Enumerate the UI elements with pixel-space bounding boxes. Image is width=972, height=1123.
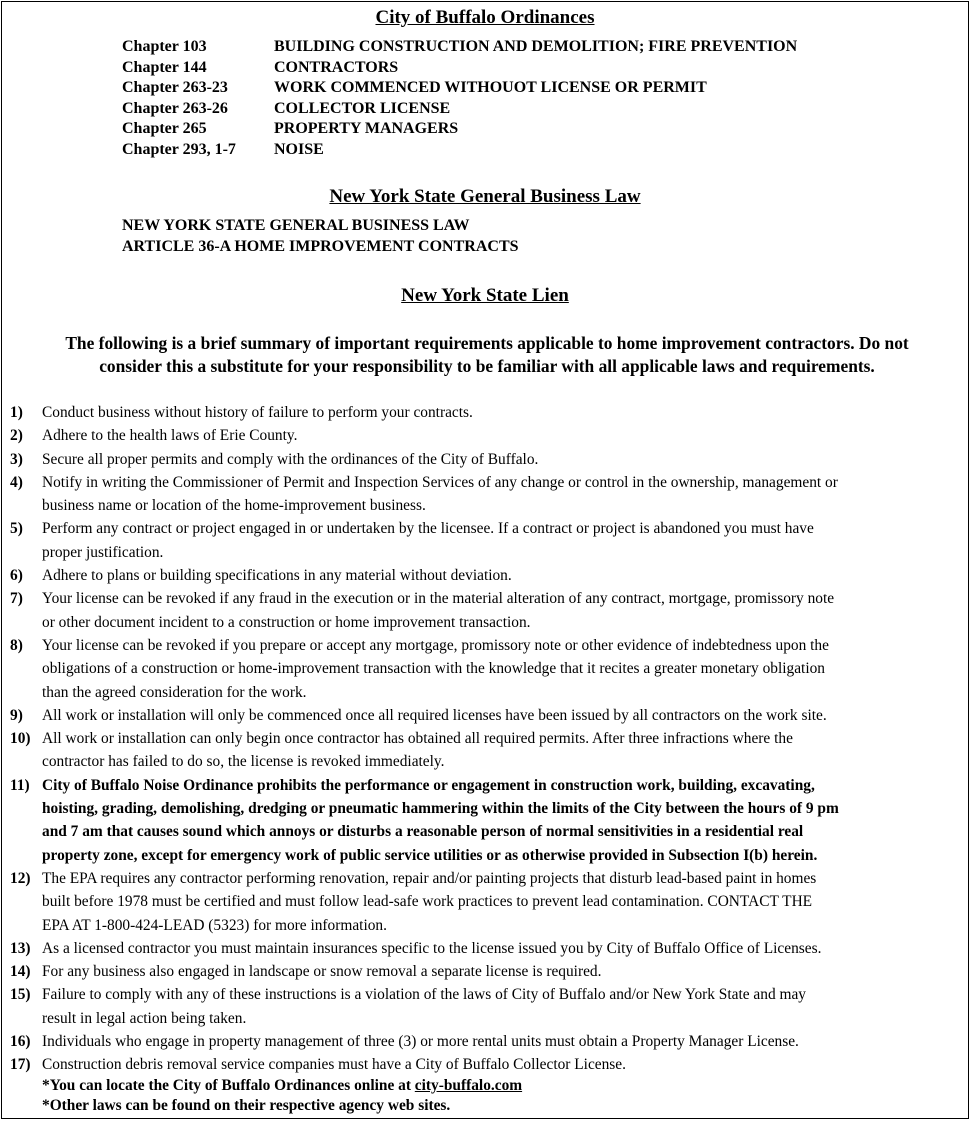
- requirement-line: Your license can be revoked if you prepare or accept any mortgage, promissory note or other evidence of indebtedness upon the: [42, 636, 829, 654]
- requirement-number: 11): [10, 776, 30, 794]
- requirement-number: 12): [10, 869, 31, 887]
- requirement-line: built before 1978 must be certified and must follow lead-safe work practices to prevent lead contamination. CONTACT THE: [42, 893, 813, 911]
- requirement-text: [42, 424, 962, 447]
- requirement-text: [42, 867, 962, 937]
- requirement-text: [42, 401, 962, 424]
- requirement-number: 4): [10, 473, 23, 491]
- requirement-line: result in legal action being taken.: [42, 1009, 247, 1027]
- requirement-item: [10, 564, 962, 587]
- ordinances-link[interactable]: city-buffalo.com: [414, 1077, 523, 1094]
- requirement-line: Construction debris removal service companies must have a City of Buffalo Collector License.: [42, 1056, 626, 1074]
- requirement-number: 10): [10, 730, 31, 748]
- requirement-line: Individuals who engage in property management of three (3) or more rental units must obtain a Property Manager License.: [42, 1033, 799, 1051]
- requirement-text: [42, 727, 962, 774]
- requirement-line: All work or installation can only begin once contractor has obtained all required permits. After three infractions where the: [42, 730, 793, 748]
- requirement-number: 15): [10, 986, 31, 1004]
- footer-line: *Other laws can be found on their respective agency web sites.: [42, 1097, 451, 1114]
- requirement-line: All work or installation will only be commenced once all required licenses have been issued by all contractors on the work site.: [42, 706, 827, 724]
- requirement-item: [10, 704, 962, 727]
- summary-line: The following is a brief summary of important requirements applicable to home improvement contractors. Do not: [65, 333, 909, 353]
- requirement-item: [10, 937, 962, 960]
- chapter-title: WORK COMMENCED WITHOUOT LICENSE OR PERMIT: [274, 79, 707, 96]
- requirement-item: [10, 727, 962, 774]
- requirement-text: [42, 448, 962, 471]
- requirement-line: and 7 am that causes sound which annoys or disturbs a reasonable person of normal sensitivities in a residential real: [42, 823, 804, 841]
- requirement-line: obligations of a construction or home-improvement transaction with the knowledge that it recites a greater monetary obligation: [42, 660, 825, 678]
- requirement-text: [42, 774, 962, 867]
- requirement-item: [10, 1030, 962, 1053]
- requirement-text: [42, 704, 962, 727]
- requirement-number: 17): [10, 1056, 31, 1074]
- requirement-line: Your license can be revoked if any fraud in the execution or in the material alteration of any contract, mortgage, promissory note: [42, 590, 835, 608]
- chapter-title: CONTRACTORS: [274, 58, 399, 76]
- chapter-number: Chapter 144: [122, 58, 207, 76]
- requirement-line: For any business also engaged in landscape or snow removal a separate license is required.: [42, 963, 602, 981]
- requirement-line: The EPA requires any contractor performing renovation, repair and/or painting projects that disturb lead-based paint in homes: [42, 869, 817, 887]
- requirement-number: 7): [10, 590, 23, 608]
- requirement-line: Perform any contract or project engaged in or undertaken by the licensee. If a contract or project is abandoned you must have: [42, 520, 814, 538]
- requirement-line: proper justification.: [42, 543, 164, 561]
- requirement-number: 14): [10, 963, 31, 981]
- requirement-text: [42, 960, 962, 983]
- requirement-line: Adhere to plans or building specifications in any material without deviation.: [42, 567, 512, 585]
- requirement-number: 1): [10, 404, 23, 421]
- requirement-line: City of Buffalo Noise Ordinance prohibits the performance or engagement in construction work, building, excavating,: [42, 776, 815, 794]
- requirement-number: 9): [10, 706, 23, 724]
- requirement-text: [42, 471, 962, 518]
- footer-prefix: *You can locate the City of Buffalo Ordinances online at: [42, 1077, 415, 1094]
- requirement-line: hoisting, grading, demolishing, dredging or pneumatic hammering within the limits of the City between the hours of 9 pm: [42, 800, 839, 818]
- requirement-line: Secure all proper permits and comply with the ordinances of the City of Buffalo.: [42, 450, 539, 468]
- requirement-item: [10, 471, 962, 518]
- requirement-text: [42, 587, 962, 634]
- requirement-line: EPA AT 1-800-424-LEAD (5323) for more information.: [42, 916, 387, 934]
- chapter-title: COLLECTOR LICENSE: [274, 99, 451, 117]
- requirement-item: [10, 1053, 962, 1076]
- requirement-text: [42, 634, 962, 704]
- requirement-number: 16): [10, 1033, 31, 1051]
- chapter-title: NOISE: [274, 140, 324, 158]
- chapter-row: [122, 119, 797, 140]
- requirement-number: 8): [10, 636, 23, 654]
- footer-line: [42, 1076, 522, 1096]
- chapter-title: BUILDING CONSTRUCTION AND DEMOLITION; FIRE PREVENTION: [274, 38, 798, 55]
- lien-heading: New York State Lien: [401, 285, 569, 306]
- requirement-text: [42, 937, 962, 960]
- requirement-item: [10, 867, 962, 937]
- summary-paragraph: [6, 332, 968, 377]
- gbl-line: ARTICLE 36-A HOME IMPROVEMENT CONTRACTS: [122, 237, 519, 255]
- chapter-row: [122, 140, 797, 161]
- requirement-item: [10, 774, 962, 867]
- chapter-row: [122, 99, 797, 120]
- chapter-number: Chapter 263-23: [122, 79, 228, 96]
- requirement-text: [42, 1053, 962, 1076]
- requirement-number: 13): [10, 939, 31, 957]
- gbl-lines: [122, 216, 519, 257]
- requirement-item: [10, 983, 962, 1030]
- requirement-line: or other document incident to a construction or home improvement transaction.: [42, 613, 531, 631]
- requirement-number: 2): [10, 427, 23, 445]
- gbl-line: NEW YORK STATE GENERAL BUSINESS LAW: [122, 217, 470, 234]
- requirement-item: [10, 587, 962, 634]
- requirement-line: Failure to comply with any of these instructions is a violation of the laws of City of Buffalo and/or New York State and may: [42, 986, 806, 1004]
- requirement-line: contractor has failed to do so, the license is revoked immediately.: [42, 753, 445, 771]
- chapter-list: [122, 37, 797, 160]
- requirement-number: 5): [10, 520, 23, 538]
- chapter-number: Chapter 263-26: [122, 99, 228, 117]
- requirement-line: than the agreed consideration for the work.: [42, 683, 307, 701]
- requirement-item: [10, 634, 962, 704]
- chapter-row: [122, 37, 797, 58]
- requirement-line: Notify in writing the Commissioner of Permit and Inspection Services of any change or control in the ownership, management or: [42, 473, 838, 491]
- chapter-row: [122, 78, 797, 99]
- requirement-item: [10, 517, 962, 564]
- requirement-line: business name or location of the home-improvement business.: [42, 497, 426, 515]
- requirement-text: [42, 1030, 962, 1053]
- chapter-number: Chapter 265: [122, 120, 207, 137]
- requirement-number: 3): [10, 450, 23, 468]
- requirement-line: Adhere to the health laws of Erie County.: [42, 427, 298, 445]
- requirement-text: [42, 564, 962, 587]
- requirements-list: [10, 401, 962, 1077]
- requirement-line: As a licensed contractor you must maintain insurances specific to the license issued you by City of Buffalo Office of Licenses.: [42, 939, 822, 957]
- chapter-number: Chapter 293, 1-7: [122, 140, 236, 158]
- document-page: [1, 1, 969, 1119]
- footer-notes: [42, 1076, 522, 1116]
- requirement-line: Conduct business without history of failure to perform your contracts.: [42, 404, 473, 421]
- requirement-text: [42, 517, 962, 564]
- chapter-row: [122, 58, 797, 79]
- chapter-title: PROPERTY MANAGERS: [274, 120, 459, 137]
- requirement-item: [10, 960, 962, 983]
- chapter-number: Chapter 103: [122, 38, 207, 55]
- requirement-item: [10, 401, 962, 424]
- requirement-item: [10, 448, 962, 471]
- summary-line: consider this a substitute for your responsibility to be familiar with all applicable laws and requirements.: [99, 355, 875, 376]
- requirement-number: 6): [10, 567, 23, 585]
- requirement-item: [10, 424, 962, 447]
- requirement-text: [42, 983, 962, 1030]
- gbl-heading: New York State General Business Law: [329, 186, 641, 207]
- requirement-line: property zone, except for emergency work of public service utilities or as otherwise provided in Subsection I(b) herein.: [42, 846, 818, 864]
- ordinances-heading: City of Buffalo Ordinances: [375, 7, 595, 28]
